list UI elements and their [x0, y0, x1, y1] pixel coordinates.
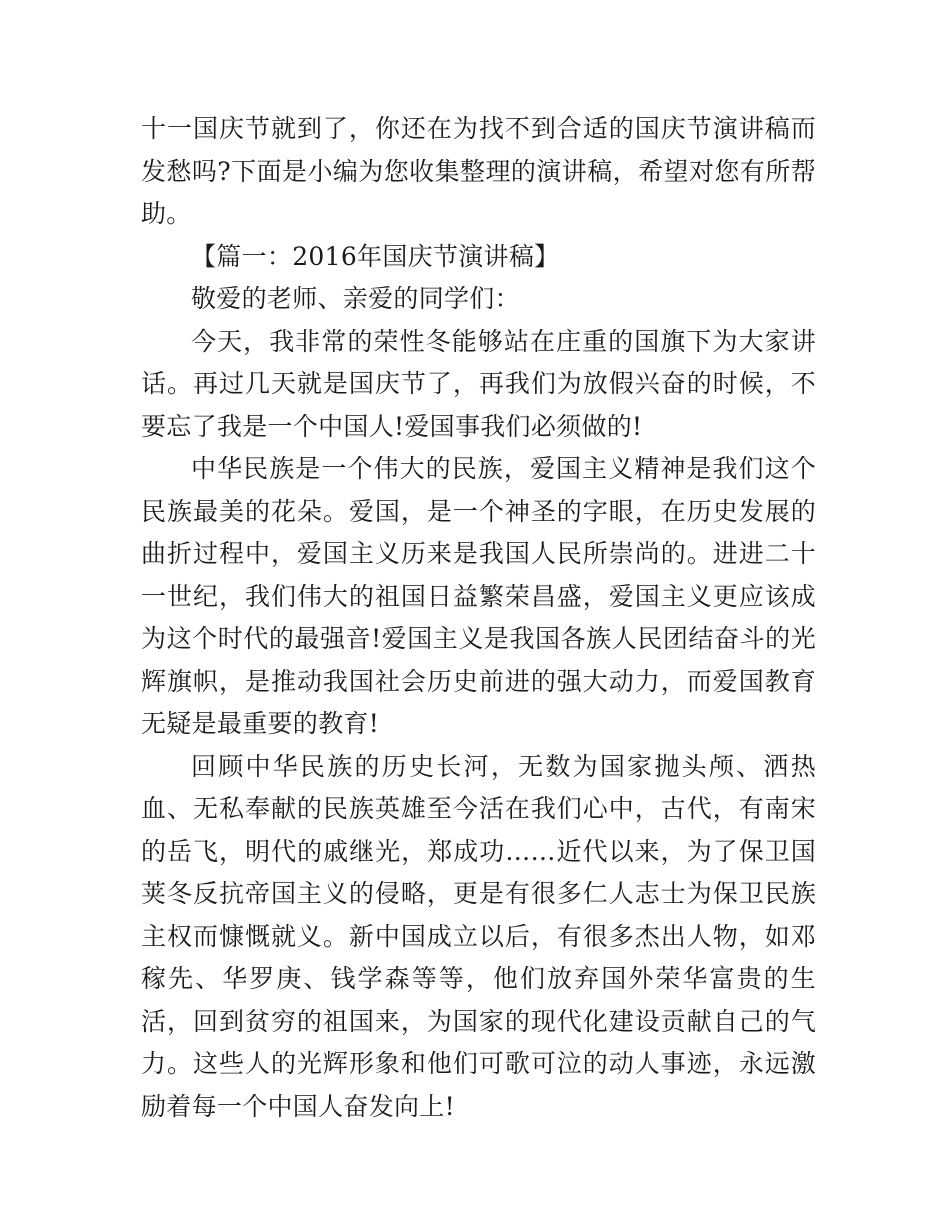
- body-paragraph: 今天，我非常的荣性冬能够站在庄重的国旗下为大家讲话。再过几天就是国庆节了，再我们为放假兴奋的时候，不要忘了我是一个中国人!爱国事我们必须做的!: [141, 326, 816, 441]
- section-heading: 【篇一：2016年国庆节演讲稿】: [191, 241, 560, 271]
- body-paragraph: 中华民族是一个伟大的民族，爱国主义精神是我们这个民族最美的花朵。爱国，是一个神圣的字眼，在历史发展的曲折过程中，爱国主义历来是我国人民所崇尚的。进进二十一世纪，我们伟大的祖国日益繁荣昌盛，爱国主义更应该成为这个时代的最强音!爱国主义是我国各族人民团结奋斗的光辉旗帜，是推动我国社会历史前进的强大动力，而爱国教育无疑是最重要的教育!: [141, 454, 816, 738]
- salutation-paragraph: 敬爱的老师、亲爱的同学们：: [191, 284, 520, 313]
- intro-paragraph: 十一国庆节就到了，你还在为找不到合适的国庆节演讲稿而发愁吗?下面是小编为您收集整理的演讲稿，希望对您有所帮助。: [141, 114, 816, 228]
- body-paragraph: 回顾中华民族的历史长河，无数为国家抛头颅、洒热血、无私奉献的民族英雄至今活在我们心中，古代，有南宋的岳飞，明代的戚继光，郑成功……近代以来，为了保卫国荚冬反抗帝国主义的侵略，更是有很多仁人志士为保卫民族主权而慷慨就义。新中国成立以后，有很多杰出人物，如邓稼先、华罗庚、钱学森等等，他们放弃国外荣华富贵的生活，回到贫穷的祖国来，为国家的现代化建设贡献自己的气力。这些人的光辉形象和他们可歌可泣的动人事迹，永远激励着每一个中国人奋发向上!: [141, 751, 816, 1121]
- document-body: [141, 108, 816, 1128]
